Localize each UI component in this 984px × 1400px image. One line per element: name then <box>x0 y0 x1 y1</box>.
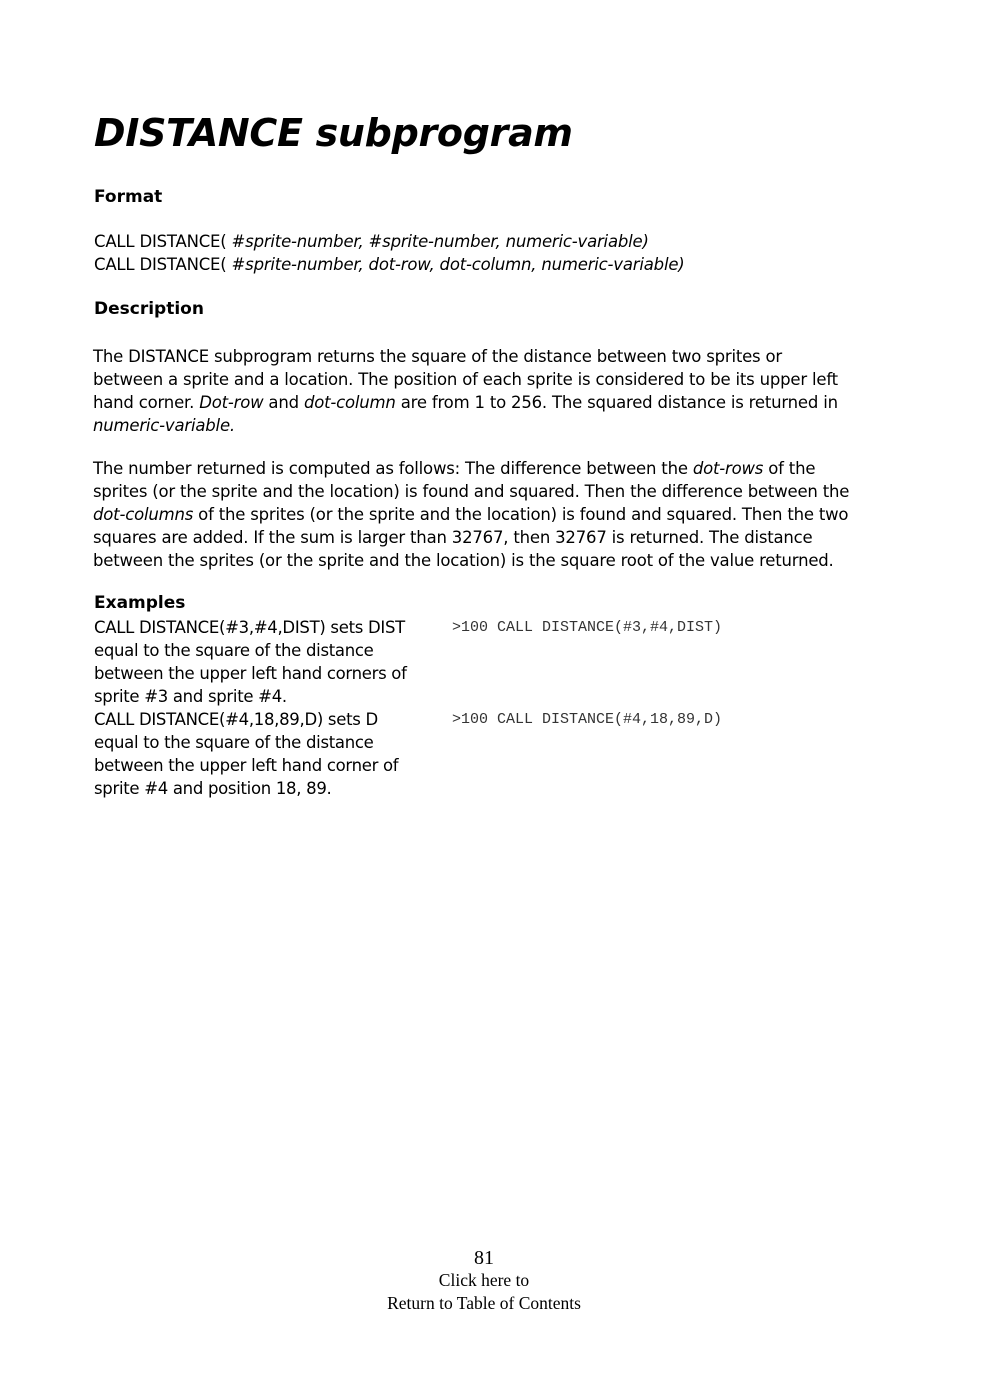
example-2-desc-line-1: CALL DISTANCE(#4,18,89,D) sets D <box>94 710 378 729</box>
example-2-desc-line-3: between the upper left hand corner of <box>94 756 399 775</box>
desc-p2-line-3 <box>93 503 893 526</box>
format-line-1-args: #sprite-number, #sprite-number, numeric-variable) <box>231 232 649 251</box>
format-line-2 <box>94 253 685 276</box>
format-line-2-prefix: CALL DISTANCE( <box>94 255 232 274</box>
desc-p2-line-1-c: of the <box>763 459 816 478</box>
description-paragraph-1 <box>93 345 893 437</box>
numeric-variable-term: numeric-variable. <box>93 416 235 435</box>
description-paragraph-2 <box>93 457 893 572</box>
page-number: 81 <box>474 1247 494 1269</box>
page-title: DISTANCE subprogram <box>94 111 573 155</box>
description-heading: Description <box>94 299 204 319</box>
examples-heading: Examples <box>94 593 186 613</box>
format-heading: Format <box>94 187 163 207</box>
toc-link-line-2[interactable]: Return to Table of Contents <box>387 1293 581 1313</box>
desc-p1-line-3-e: are from 1 to 256. The squared distance is returned in <box>395 393 838 412</box>
desc-p1-line-3 <box>93 391 893 414</box>
dot-row-term: Dot-row <box>199 393 264 412</box>
example-2-desc-line-2: equal to the square of the distance <box>94 733 374 752</box>
desc-p2-line-3-b: of the sprites (or the sprite and the location) is found and squared. Then the two <box>193 505 849 524</box>
format-line-2-args: #sprite-number, dot-row, dot-column, numeric-variable) <box>231 255 685 274</box>
desc-p2-line-4: squares are added. If the sum is larger than 32767, then 32767 is returned. The distance <box>93 528 813 547</box>
example-2-desc-line-4: sprite #4 and position 18, 89. <box>94 779 332 798</box>
dot-column-term: dot-column <box>303 393 396 412</box>
desc-p1-line-3-a: hand corner. <box>93 393 200 412</box>
desc-p2-line-5: between the sprites (or the sprite and the location) is the square root of the value returned. <box>93 551 834 570</box>
toc-link-line-1[interactable]: Click here to <box>438 1270 530 1290</box>
dot-rows-term: dot-rows <box>692 459 764 478</box>
desc-p1-line-4 <box>93 414 893 437</box>
desc-p1-line-3-c: and <box>263 393 304 412</box>
example-2-code: >100 CALL DISTANCE(#4,18,89,D) <box>452 711 723 728</box>
example-1-description <box>94 616 439 708</box>
example-1-desc-line-1: CALL DISTANCE(#3,#4,DIST) sets DIST <box>94 618 405 637</box>
dot-columns-term: dot-columns <box>93 505 194 524</box>
example-2-description <box>94 708 439 800</box>
example-1-desc-line-2: equal to the square of the distance <box>94 641 374 660</box>
example-1-desc-line-4: sprite #3 and sprite #4. <box>94 687 287 706</box>
desc-p1-line-2: between a sprite and a location. The position of each sprite is considered to be its upper left <box>93 370 838 389</box>
format-line-1 <box>94 230 649 253</box>
desc-p2-line-1-a: The number returned is computed as follows: The difference between the <box>93 459 693 478</box>
format-line-1-prefix: CALL DISTANCE( <box>94 232 232 251</box>
desc-p1-line-1: The DISTANCE subprogram returns the square of the distance between two sprites or <box>93 347 782 366</box>
desc-p2-line-1 <box>93 457 893 480</box>
example-1-code: >100 CALL DISTANCE(#3,#4,DIST) <box>452 619 723 636</box>
example-1-desc-line-3: between the upper left hand corners of <box>94 664 407 683</box>
desc-p2-line-2: sprites (or the sprite and the location) is found and squared. Then the difference between the <box>93 482 850 501</box>
